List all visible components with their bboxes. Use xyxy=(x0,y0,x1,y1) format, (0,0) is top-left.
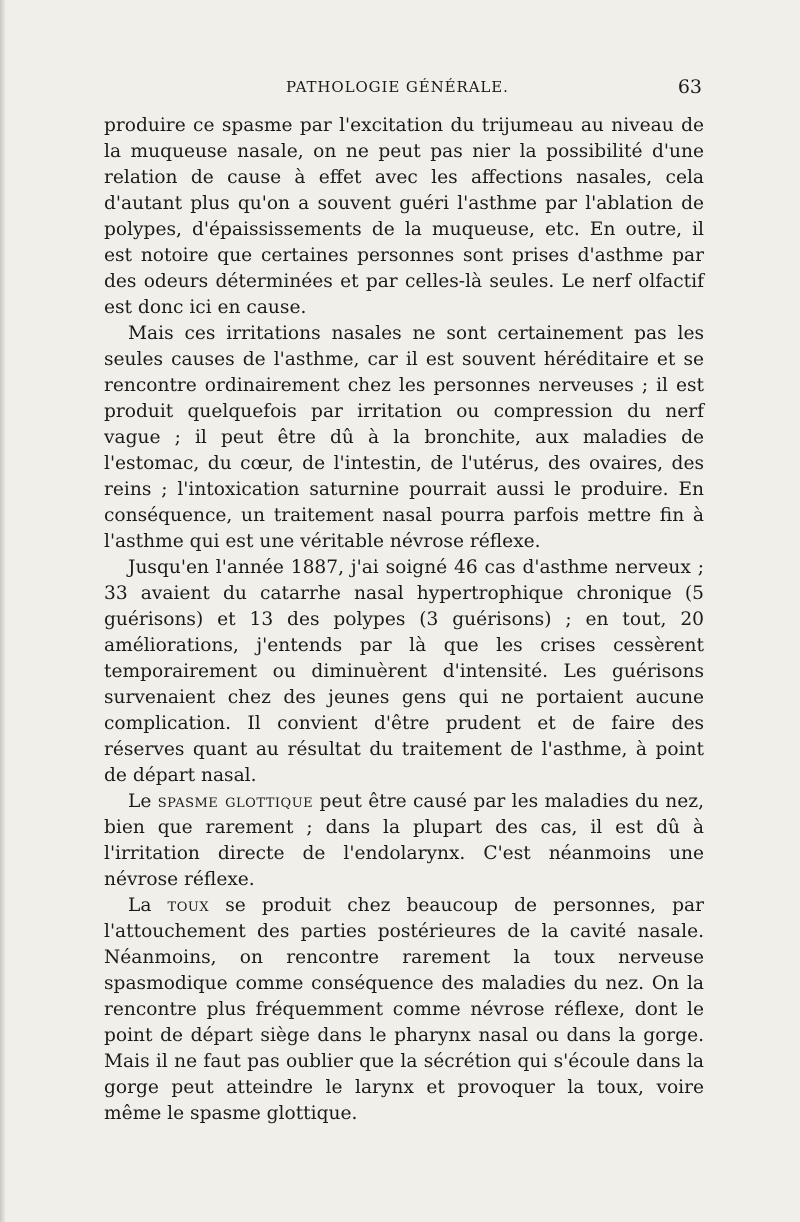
paragraph-5 xyxy=(104,893,704,1127)
paragraph-lead: La xyxy=(128,895,168,916)
paragraph-text: se produit chez beaucoup de personnes, par l'attouchement des parties postérieures de la cavité nasale. Néanmoins, on rencontre rarement la toux nerveuse spasmodique comme conséquence des maladies du nez. On la rencontre plus fréquemment comme névrose réflexe, dont le point de départ siège dans le pharynx nasal ou dans la gorge. Mais il ne faut pas oublier que la sécrétion qui s'écoule dans la gorge peut atteindre le larynx et provoquer la toux, voire même le spasme glottique. xyxy=(104,895,705,1124)
paragraph-4 xyxy=(104,789,704,893)
body-text xyxy=(104,113,704,1127)
paragraph-text: Jusqu'en l'année 1887, j'ai soigné 46 cas d'asthme nerveux ; 33 avaient du catarrhe nasal hypertrophique chronique (5 guérisons) et 13 des polypes (3 guérisons) ; en tout, 20 améliorations, j'entends par là que les crises cessèrent temporairement ou diminuèrent d'intensité. Les guérisons survenaient chez des jeunes gens qui ne portaient aucune complication. Il convient d'être prudent et de faire des réserves quant au résultat du traitement de l'asthme, à point de départ nasal. xyxy=(104,557,704,786)
page-header xyxy=(104,73,704,101)
paragraph-text: Mais ces irritations nasales ne sont certainement pas les seules causes de l'asthme, car il est souvent héréditaire et se rencontre ordinairement chez les personnes nerveuses ; il est produit quelquefois par irritation ou compression du nerf vague ; il peut être dû à la bronchite, aux maladies de l'estomac, du cœur, de l'intestin, de l'utérus, des ovaires, des reins ; l'intoxication saturnine pourrait aussi le produire. En conséquence, un traitement nasal pourra parfois mettre fin à l'asthme qui est une véritable névrose réflexe. xyxy=(104,323,704,552)
small-caps-term: spasme glottique xyxy=(157,791,314,812)
paragraph-2 xyxy=(104,321,704,555)
page-number: 63 xyxy=(677,76,702,98)
small-caps-term: toux xyxy=(167,895,210,916)
paragraph-text: peut être causé par les maladies du nez, bien que rarement ; dans la plupart des cas, il est dû à l'irritation directe de l'endolarynx. C'est néanmoins une névrose réflexe. xyxy=(104,791,704,890)
page-edge-shadow xyxy=(0,0,6,1222)
paragraph-lead: Le xyxy=(128,791,158,812)
paragraph-3 xyxy=(104,555,704,789)
running-title: PATHOLOGIE GÉNÉRALE. xyxy=(286,78,509,96)
paragraph-1 xyxy=(104,113,704,321)
paragraph-text: produire ce spasme par l'excitation du trijumeau au niveau de la muqueuse nasale, on ne peut pas nier la possibilité d'une relation de cause à effet avec les affections nasales, cela d'autant plus qu'on a souvent guéri l'asthme par l'ablation de polypes, d'épaississements de la muqueuse, etc. En outre, il est notoire que certaines personnes sont prises d'asthme par des odeurs déterminées et par celles-là seules. Le nerf olfactif est donc ici en cause. xyxy=(104,115,704,318)
